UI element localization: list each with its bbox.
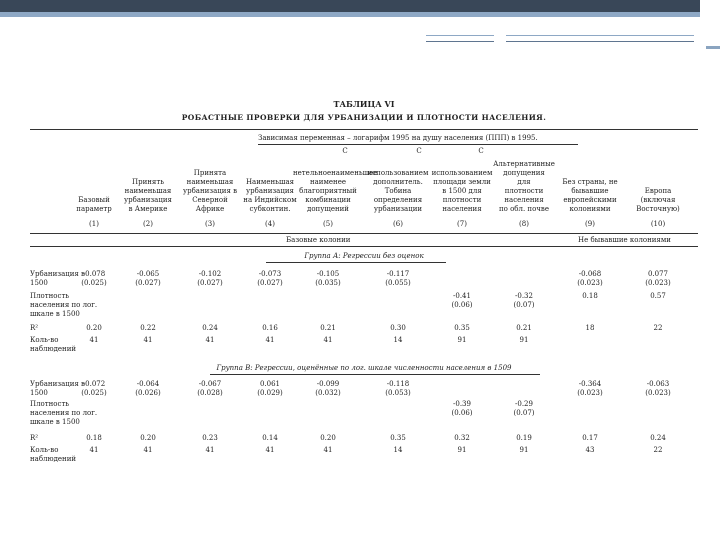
table-cell: 0.57 — [650, 292, 666, 300]
table-cell: 0.21 — [516, 324, 532, 332]
column-number: (8) — [519, 220, 529, 228]
table-cell: 41 — [265, 446, 275, 454]
column-header-line: урбанизация — [246, 187, 294, 195]
column-number: (5) — [323, 220, 333, 228]
table-cell: 0.20 — [86, 324, 102, 332]
column-header-line: населения — [504, 196, 544, 204]
table-cell-se: (0.035) — [315, 279, 341, 287]
column-header-line: (включая — [640, 196, 676, 204]
corner-accent — [706, 46, 720, 49]
table-cell: 0.35 — [454, 324, 470, 332]
rule-dep-var — [258, 144, 578, 145]
row-label: Плотность — [30, 400, 70, 408]
column-header-line: в Америке — [128, 205, 168, 213]
row-label: 1500 — [30, 279, 48, 287]
table-cell: 14 — [393, 336, 403, 344]
decor-line — [426, 35, 494, 36]
table-cell: 91 — [519, 336, 529, 344]
table-cell: 41 — [143, 336, 153, 344]
table-cell: -0.064 — [136, 380, 160, 388]
column-header-line: Тобина — [384, 187, 412, 195]
table-cell: -0.29 — [515, 400, 533, 408]
column-number: (6) — [393, 220, 403, 228]
column-header-line: урбанизация — [124, 196, 172, 204]
column-header-line: плотности — [442, 196, 482, 204]
table-cell-se: (0.027) — [135, 279, 161, 287]
column-header-line: комбинации — [305, 196, 351, 204]
column-number: (1) — [89, 220, 99, 228]
column-number: (3) — [205, 220, 215, 228]
table-cell: -0.065 — [136, 270, 160, 278]
column-header-line: определения — [373, 196, 423, 204]
table-cell: 0.077 — [647, 270, 669, 278]
rule-band — [30, 246, 698, 247]
table-cell: 41 — [89, 336, 99, 344]
table-cell-se: (0.026) — [135, 389, 161, 397]
column-header-line: допущения — [503, 169, 545, 177]
column-header-line: урбанизации — [373, 205, 423, 213]
table-cell-se: (0.025) — [81, 389, 107, 397]
column-header-line: колониями — [569, 205, 611, 213]
top-bar-accent — [0, 12, 700, 17]
column-number: (7) — [457, 220, 467, 228]
row-label: населения по лог. — [30, 409, 98, 417]
column-header-line: параметр — [76, 205, 112, 213]
table-cell: 43 — [585, 446, 595, 454]
column-header-line: Без страны, не — [562, 178, 618, 186]
table-cell: 91 — [457, 336, 467, 344]
table-cell: -0.32 — [515, 292, 533, 300]
column-header-line: использованием — [431, 169, 493, 177]
row-label: Коль-во — [30, 446, 59, 454]
column-header-line: Европа — [644, 187, 672, 195]
table-cell: 0.22 — [140, 324, 156, 332]
table-cell: 91 — [457, 446, 467, 454]
column-header-line: Наименьшая — [245, 178, 295, 186]
table-cell: -0.078 — [82, 270, 106, 278]
table-cell: 0.30 — [390, 324, 406, 332]
table-cell: 14 — [393, 446, 403, 454]
column-header-line: Принята — [193, 169, 227, 177]
table-cell: 0.35 — [390, 434, 406, 442]
table-cell: -0.073 — [258, 270, 282, 278]
table-cell: 41 — [143, 446, 153, 454]
column-header-line: субконтин. — [249, 205, 291, 213]
row-label: R² — [30, 434, 39, 442]
row-label: наблюдений — [30, 455, 77, 463]
column-header-line: Базовый — [78, 196, 110, 204]
col-c-label: С — [416, 147, 422, 155]
panel-a-title: Группа А: Регрессии без оценок — [304, 252, 424, 260]
column-header-line: плотности — [504, 187, 544, 195]
table-title: ТАБЛИЦА VI — [333, 99, 395, 109]
table-cell: -0.067 — [198, 380, 222, 388]
table-cell-se: (0.06) — [451, 301, 473, 309]
table-cell-se: (0.029) — [257, 389, 283, 397]
rule-panel-a — [266, 262, 446, 263]
table-cell: -0.117 — [386, 270, 410, 278]
column-header-line: Принять — [131, 178, 165, 186]
row-label: 1500 — [30, 389, 48, 397]
column-header-line: урбанизация в — [182, 187, 238, 195]
column-header-line: дополнитель. — [373, 178, 423, 186]
column-header-line: населения — [442, 205, 482, 213]
column-number: (10) — [650, 220, 666, 228]
column-header-line: Северной — [192, 196, 228, 204]
table-cell: 41 — [323, 446, 333, 454]
column-header-line: в 1500 для — [442, 187, 482, 195]
table-subtitle: РОБАСТНЫЕ ПРОВЕРКИ ДЛЯ УРБАНИЗАЦИИ И ПЛОТНОСТИ НАСЕЛЕНИЯ. — [181, 113, 547, 122]
row-label: наблюдений — [30, 345, 77, 353]
table-cell: 41 — [205, 446, 215, 454]
row-label: Урбанизация в — [30, 380, 85, 388]
row-label: шкале в 1500 — [30, 418, 80, 426]
table-cell: 0.20 — [320, 434, 336, 442]
table-cell: -0.105 — [316, 270, 340, 278]
decor-line — [426, 41, 494, 42]
table-cell: 0.061 — [259, 380, 281, 388]
top-bar-dark — [0, 0, 700, 12]
table-cell-se: (0.027) — [197, 279, 223, 287]
table-cell: -0.068 — [578, 270, 602, 278]
row-label: Коль-во — [30, 336, 59, 344]
table-cell: 22 — [653, 446, 663, 454]
row-label: Урбанизация в — [30, 270, 85, 278]
row-label: Плотность — [30, 292, 70, 300]
table-cell-se: (0.032) — [315, 389, 341, 397]
table-cell: 41 — [89, 446, 99, 454]
table-cell: 0.24 — [650, 434, 666, 442]
table-cell: 41 — [265, 336, 275, 344]
column-header-line: европейскими — [563, 196, 617, 204]
table-cell: -0.063 — [646, 380, 670, 388]
table-cell: -0.099 — [316, 380, 340, 388]
column-number: (2) — [143, 220, 153, 228]
col-c-label: С — [342, 147, 348, 155]
col-c-label: С — [478, 147, 484, 155]
band-base-colonies: Базовые колонии — [286, 236, 351, 244]
table-cell-se: (0.023) — [645, 389, 671, 397]
top-bar-gap — [700, 0, 720, 20]
table-cell: 0.14 — [262, 434, 278, 442]
table-cell: 0.16 — [262, 324, 278, 332]
column-header-line: наименее — [309, 178, 347, 186]
table-cell: 0.17 — [582, 434, 598, 442]
table-cell: -0.364 — [578, 380, 602, 388]
table-cell: 0.18 — [86, 434, 102, 442]
column-header-line: бывавшие — [571, 187, 609, 195]
slide-top-bar — [0, 0, 720, 20]
column-number: (9) — [585, 220, 595, 228]
table-cell: 0.18 — [582, 292, 598, 300]
table-cell-se: (0.07) — [513, 301, 535, 309]
rule-top — [30, 129, 698, 130]
column-header-line: благоприятный — [299, 187, 357, 195]
column-header-line: Альтернативные — [493, 160, 555, 168]
table-cell: 0.20 — [140, 434, 156, 442]
column-header-line: использованием — [367, 169, 429, 177]
column-header-line: наименьшая — [124, 187, 172, 195]
table-cell: 22 — [653, 324, 663, 332]
table-cell-se: (0.027) — [257, 279, 283, 287]
table-cell: 0.32 — [454, 434, 470, 442]
table-cell-se: (0.053) — [385, 389, 411, 397]
decor-line — [506, 41, 694, 42]
table-cell: 18 — [585, 324, 595, 332]
table-cell: 0.24 — [202, 324, 218, 332]
table-cell: -0.102 — [198, 270, 222, 278]
column-header-line: Африке — [195, 205, 225, 213]
table-cell-se: (0.07) — [513, 409, 535, 417]
table-cell: 0.23 — [202, 434, 218, 442]
row-label: R² — [30, 324, 39, 332]
table-cell: -0.41 — [453, 292, 471, 300]
table-cell: 41 — [205, 336, 215, 344]
row-label: шкале в 1500 — [30, 310, 80, 318]
table-cell: -0.118 — [386, 380, 410, 388]
column-header-line: площади земли — [433, 178, 491, 186]
column-header-line: нетельноенаименьшее — [293, 169, 378, 177]
column-number: (4) — [265, 220, 275, 228]
table-cell-se: (0.023) — [577, 389, 603, 397]
table-cell: 0.21 — [320, 324, 336, 332]
table-cell: -0.39 — [453, 400, 471, 408]
table-cell-se: (0.06) — [451, 409, 473, 417]
decor-line — [506, 35, 694, 36]
column-header-line: для — [517, 178, 531, 186]
column-header-line: по обл. почве — [498, 205, 550, 213]
table-cell: 0.19 — [516, 434, 532, 442]
table-cell-se: (0.025) — [81, 279, 107, 287]
column-header-line: наименьшая — [186, 178, 234, 186]
table-cell-se: (0.028) — [197, 389, 223, 397]
rule-header — [30, 233, 698, 234]
panel-b-title: Группа В: Регрессии, оценённые по лог. шкале численности населения в 1509 — [216, 364, 512, 372]
table-cell: 41 — [323, 336, 333, 344]
table-cell-se: (0.055) — [385, 279, 411, 287]
table-cell-se: (0.023) — [577, 279, 603, 287]
row-label: населения по лог. — [30, 301, 98, 309]
table-cell-se: (0.023) — [645, 279, 671, 287]
column-header-line: на Индийском — [243, 196, 297, 204]
column-header-line: допущений — [307, 205, 349, 213]
band-non-colonies: Не бывавшие колониями — [578, 236, 671, 244]
table-cell: -0.072 — [82, 380, 106, 388]
dependent-variable: Зависимая переменная – логарифм 1995 на душу населения (ППП) в 1995. — [258, 134, 538, 142]
table-cell: 91 — [519, 446, 529, 454]
rule-panel-b — [210, 374, 540, 375]
column-header-line: Восточную) — [636, 205, 680, 213]
